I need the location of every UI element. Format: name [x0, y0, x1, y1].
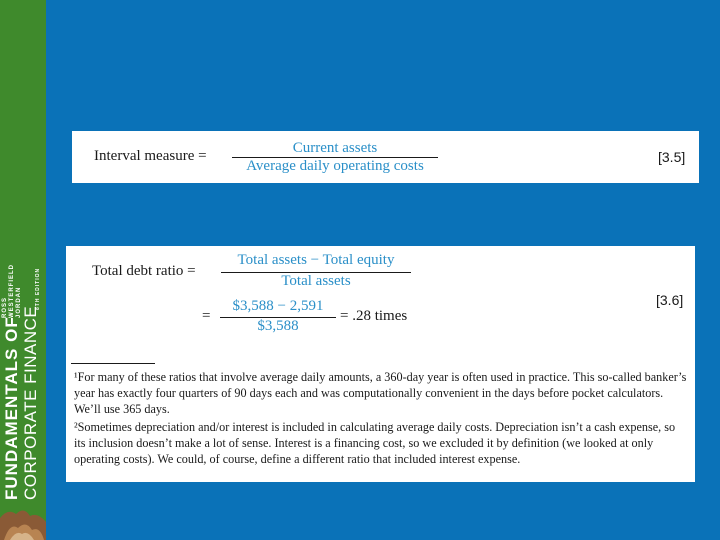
spine-authors — [2, 208, 23, 318]
footnote-2: ²Sometimes depreciation and/or interest is included in calculating average daily costs. Depreciation isn’t a cash expense, so its inclusion doesn’t make a lot of sense. Interest is a financing cost, so we excluded it by definition (we looked at only operating costs). We could, of course, define a different ratio that included interest expense. — [74, 420, 676, 466]
spine-author: JORDAN — [16, 286, 22, 318]
equation-number: [3.5] — [658, 149, 686, 165]
footnote-1: ¹For many of these ratios that involve average daily amounts, a 360-day year is often used in practice. This so-called banker’s year has exactly four quarters of 90 days each and was computationally convenient in the days before pocket calculators. We’ll use 365 days. — [74, 370, 687, 416]
spine-title-line1: FUNDAMENTALS OF — [2, 316, 21, 500]
book-spine — [0, 0, 46, 540]
footnote-divider — [71, 363, 155, 364]
fraction-denominator: $3,588 — [257, 318, 299, 334]
interval-measure-label: Interval measure = — [94, 148, 207, 164]
spine-edition: 8TH EDITION — [35, 267, 41, 310]
equation-panel-3-5 — [72, 131, 699, 183]
spine-title-line2: CORPORATE FINANCE — [21, 305, 40, 500]
fraction-denominator: Total assets — [281, 273, 351, 289]
spine-text-block — [2, 40, 46, 500]
fraction-numerator: $3,588 − 2,591 — [232, 298, 324, 314]
equals-sign: = — [202, 308, 211, 324]
fraction-numerator: Total assets − Total equity — [237, 252, 395, 268]
fraction-denominator: Average daily operating costs — [246, 158, 424, 174]
cover-art-image — [0, 500, 46, 540]
result-value: = .28 times — [340, 308, 408, 324]
equation-number: [3.6] — [656, 292, 684, 308]
equation-panel-3-6 — [66, 246, 695, 482]
fraction-numerator: Current assets — [292, 140, 378, 156]
spine-author: ROSS — [2, 296, 8, 318]
spine-author: WESTERFIELD — [9, 264, 15, 318]
total-debt-ratio-label: Total debt ratio = — [92, 263, 196, 279]
